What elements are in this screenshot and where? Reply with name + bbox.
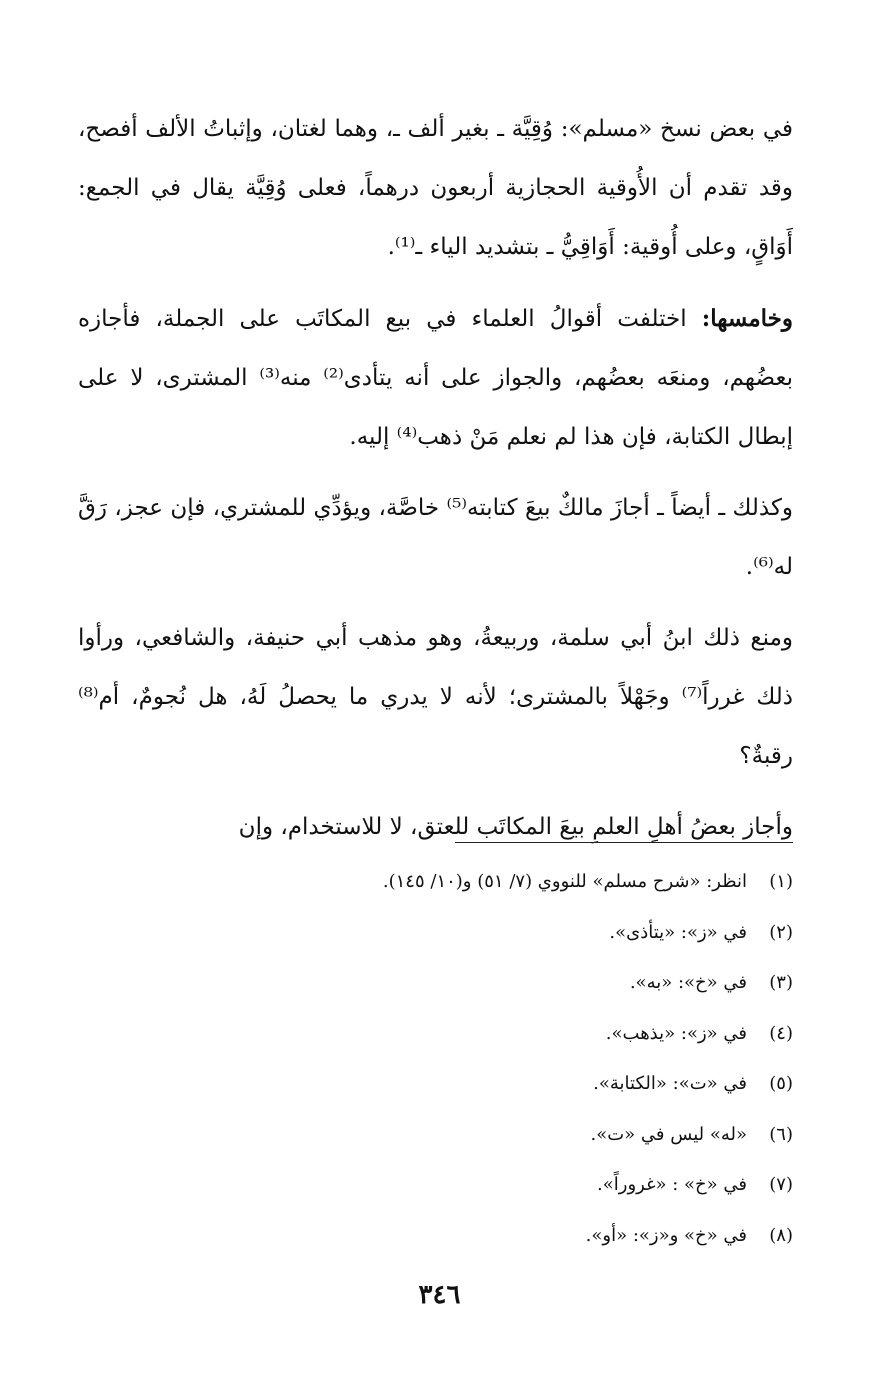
footnote-number: (٣) [769,972,793,993]
main-text [78,100,793,857]
paragraph-2-text: اختلفت أقوالُ العلماء في بيع المكاتَب على الجملة، فأجازه بعضُهم، ومنعَه بعضُهم، والجواز على أنه يتأدى⁽²⁾ منه⁽³⁾ المشترى، لا على إبطال الكتابة، فإن هذا لم نعلم مَنْ ذهب⁽⁴⁾ إليه. [78,306,793,450]
paragraph-2-lead: وخامسها: [701,305,793,332]
footnote-item [78,1009,793,1060]
footnote-text: في «ت»: «الكتابة». [593,1073,747,1094]
footnote-item [78,1110,793,1161]
footnote-number: (٨) [769,1224,793,1246]
footnote-number: (٤) [769,1022,793,1044]
footnote-item [78,908,793,959]
footnote-number: (٥) [769,1073,793,1094]
footnote-text: في «ز»: «يتأذى». [609,921,747,943]
footnote-text: في «ز»: «يذهب». [605,1022,747,1044]
footnote-number: (٦) [769,1123,793,1145]
footnote-text: في «خ»: «به». [629,972,747,993]
footnote-item [78,1059,793,1110]
footnote-text: في «خ» : «غروراً». [597,1174,747,1195]
paragraph-1: في بعض نسخ «مسلم»: وُقِيَّة ـ بغير ألف ـ، وهما لغتان، وإثباتُ الألف أفصح، وقد تقدم أن الأُوقية الحجازية أربعون درهماً، فعلى وُقِيَّة يقال في الجمع: أَوَاقٍ، وعلى أُوقية: أَوَاقِيُّ ـ بتشديد الياء ـ⁽¹⁾. [78,116,793,260]
footnote-item [78,1160,793,1211]
footnote-number: (١) [769,871,793,892]
footnote-text: في «خ» و«ز»: «أو». [585,1224,747,1246]
page-number: ٣٤٦ [418,1280,461,1310]
footnote-item [78,1211,793,1262]
footnote-text: انظر: «شرح مسلم» للنووي (٧/ ٥١) و(١٠/ ١٤٥). [382,871,747,892]
footnote-item [78,958,793,1009]
paragraph-4: ومنع ذلك ابنُ أبي سلمة، وربيعةُ، وهو مذهب أبي حنيفة، والشافعي، ورأوا ذلك غرراً⁽⁷⁾ وجَهْلاً بالمشترى؛ لأنه لا يدري ما يحصلُ لَهُ، هل نُجومٌ، أم⁽⁸⁾ رقبةٌ؟ [78,625,793,769]
footnote-divider [455,842,793,843]
footnote-text: «له» ليس في «ت». [590,1123,747,1145]
paragraph-2 [78,289,793,467]
footnote-item [78,857,793,908]
paragraph-3: وكذلك ـ أيضاً ـ أجازَ مالكٌ بيعَ كتابته⁽⁵⁾ خاصَّة، ويؤدِّي للمشتري، فإن عجز، رَقَّ له⁽⁶⁾. [78,495,793,580]
footnote-number: (٢) [769,921,793,943]
paragraph-5: وأجاز بعضُ أهلِ العلمِ بيعَ المكاتَب للعتق، لا للاستخدام، وإن [238,814,793,840]
footnotes-list [78,857,793,1261]
footnote-number: (٧) [769,1174,793,1195]
